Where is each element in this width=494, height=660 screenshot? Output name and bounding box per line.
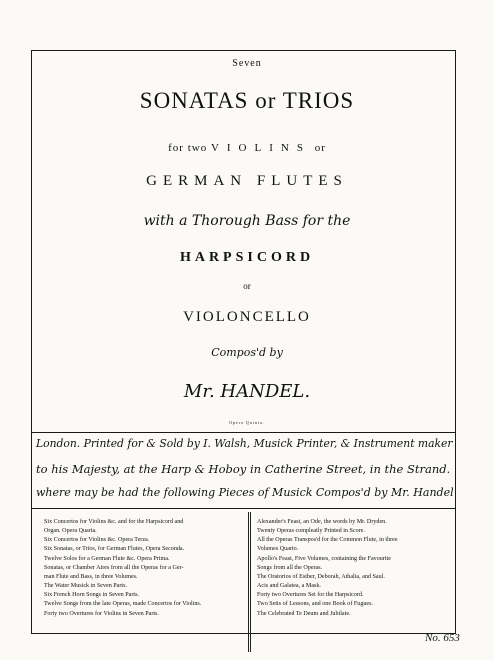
list-item: Sonatas, or Chamber Aires from all the Operas for a Ger- <box>44 564 184 571</box>
catalogue-number: No. 653 <box>425 632 460 644</box>
title-violins-line <box>0 142 494 154</box>
imprint-bottom-rule <box>31 508 456 509</box>
list-item: Apollo's Feast, Five Volumes, containing the Favourite <box>257 555 391 562</box>
title-seven: Seven <box>232 58 262 69</box>
list-item: Alexander's Feast, an Ode, the words by Mr. Dryden. <box>257 519 387 525</box>
title-violoncello: VIOLONCELLO <box>183 309 311 325</box>
list-item: Six French Horn Songs in Seven Parts. <box>44 592 139 599</box>
imprint-line-2: to his Majesty, at the Harp & Hoboy in Catherine Street, in the Strand. <box>36 462 451 476</box>
list-item: Six Sonatas, or Trios, for German Flutes, Opera Seconda. <box>44 546 185 553</box>
list-item: man Flute and Bass, in three Volumes. <box>44 573 138 580</box>
list-item: Six Concertos for Violins &c. Opera Terza. <box>44 537 150 544</box>
list-item: Twelve Solos for a German Flute &c. Opera Prima. <box>44 555 170 562</box>
list-item: All the Operas Transpos'd for the Common Flute, in three <box>257 537 398 544</box>
title-or-2: or <box>314 142 326 154</box>
title-or-1: or <box>255 88 277 113</box>
list-item: Songs from all the Operas. <box>257 564 323 571</box>
imprint-top-rule <box>31 432 456 433</box>
imprint-line-1: London. Printed for & Sold by I. Walsh, Musick Printer, & Instrument maker <box>36 437 453 450</box>
title-harpsicord: HARPSICORD <box>179 250 315 265</box>
list-item: Acis and Galatea, a Mask. <box>257 583 321 590</box>
list-item: Forty two Overtures for Violins in Seven Parts. <box>44 610 159 617</box>
title-composed-by: Compos'd by <box>211 346 283 359</box>
title-for-two: for two <box>168 142 208 154</box>
title-or-3: or <box>243 281 251 291</box>
column-divider <box>248 512 251 652</box>
title-composer: Mr. HANDEL. <box>183 381 311 402</box>
title-sonatas-line <box>0 88 494 114</box>
works-list-left <box>44 518 242 619</box>
list-item: Volumes Quarto. <box>257 546 299 553</box>
list-item: Twenty Operas compleatly Printed in Score. <box>257 528 365 535</box>
list-item: Six Concertos for Violins &c. and for the Harpsicord and <box>44 519 184 525</box>
title-thorough-bass: with a Thorough Bass for the <box>143 213 351 229</box>
list-item: Organ. Opera Quarta. <box>44 528 97 535</box>
title-trios: TRIOS <box>282 88 355 113</box>
list-item: Forty two Overtures Set for the Harpsicord. <box>257 592 364 599</box>
list-item: The Water Musick in Seven Parts. <box>44 583 127 590</box>
list-item: The Celebrated Te Deum and Jubilate. <box>257 610 351 617</box>
imprint-line-3: where may be had the following Pieces of Musick Compos'd by Mr. Handel <box>36 486 454 499</box>
title-violins: VIOLINS <box>210 142 311 154</box>
title-sonatas: SONATAS <box>139 88 249 113</box>
works-list-right <box>257 518 453 619</box>
list-item: The Oratorios of Esther, Deborah, Athalia, and Saul. <box>257 573 385 580</box>
list-item: Two Setts of Lessons, and one Book of Fugues. <box>257 601 374 608</box>
title-opus: Opera Quinta. <box>229 420 265 425</box>
title-german-flutes: GERMAN FLUTES <box>146 173 348 189</box>
list-item: Twelve Songs from the late Operas, made Concertos for Violins. <box>44 601 202 608</box>
